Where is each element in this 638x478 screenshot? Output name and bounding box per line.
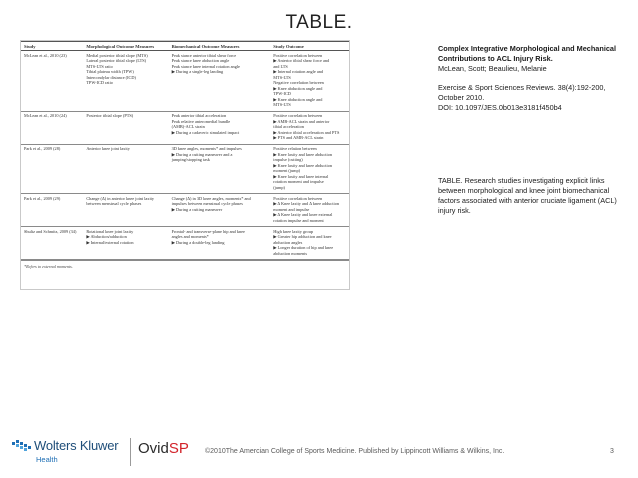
cell-line: ▶ Abduction/adduction [86,234,127,240]
cell-line: impulse (cutting) [273,157,303,163]
cell-line: Positive correlation between [273,52,323,58]
wolters-kluwer-logo [12,438,124,468]
cell-line: jumping/stopping task [171,157,210,163]
cell-line: ▶ During a double-leg landing [171,239,225,245]
cell-line: ▶ PTS and AMB-ACL strain [273,135,324,141]
cell-line: TPW-ICD ratio [86,80,113,86]
cell-line: McLean et al., 2010 (23) [24,52,67,58]
table-cell-bio [169,227,271,260]
table-cell-bio [169,194,271,227]
table-row [21,227,349,260]
cell-line: (AMB)-ACL strain [171,124,205,130]
cell-line: ▶ During a cutting maneuver [171,206,223,212]
table-cell-study [21,194,83,227]
cell-line: ▶ Knee abduction angle and [273,96,323,102]
cell-line: Change (Δ) in 3D knee angles, moments* and [171,195,251,201]
citation-title-line1: Complex Integrative Morphological and Mechanical [438,44,616,53]
cell-line: TPW-ICD [273,91,291,97]
wolters-kluwer-health: Health [36,455,58,464]
slide-footer [0,436,638,470]
table-row [21,111,349,144]
ovid-sp-text: SP [168,440,189,457]
cell-line: Park et al., 2009 (29) [24,195,61,201]
citation-journal-line1: Exercise & Sport Sciences Reviews. 38(4):192-200, [438,83,606,93]
cell-line: Peak relative anteromedial bundle [171,118,231,124]
cell-line: 3D knee angles, moments* and impulses [171,146,242,152]
cell-line: ▶ Knee laxity and knee internal [273,173,329,179]
cell-line: MTS-LTS [273,74,291,80]
cell-line: ▶ Greater hip adduction and knee [273,234,332,240]
table-cell-morph [83,194,168,227]
cell-line: MTS-LTS [273,102,291,108]
table-cell-study [21,144,83,194]
cell-line: moment (jump) [273,168,301,174]
cell-line: Peak stance knee internal rotation angle [171,63,240,69]
cell-line: MTS-LTS ratio [86,63,113,69]
table-cell-bio [169,51,271,112]
cell-line: (jump) [273,184,285,190]
wolters-kluwer-mark-icon [12,440,32,454]
cell-line: rotation moment and impulse [273,179,324,185]
cell-line: ▶ Internal/external rotation [86,239,134,245]
cell-line: Posterior tibial slope (PTS) [86,113,134,119]
cell-line: Peak anterior tibial acceleration [171,113,227,119]
table-cell-study [21,51,83,112]
table-cell-bio [169,144,271,194]
citation-authors: McLean, Scott; Beaulieu, Melanie [438,64,547,74]
cell-line: Park et al., 2009 (28) [24,146,61,152]
table-row [21,194,349,227]
citation-title-line2: Contributions to ACL Injury Risk. [438,54,553,64]
cell-line: ▶ Knee laxity and knee abduction [273,151,333,157]
cell-line: Medial posterior tibial slope (MTS) [86,52,148,58]
wolters-kluwer-name: Wolters Kluwer [34,438,119,453]
cell-line: rotation impulse and moment [273,217,324,223]
table-cell-outcome [270,227,349,260]
cell-line: ▶ Knee abduction angle and [273,85,323,91]
table-cell-morph [83,51,168,112]
table-cell-outcome [270,51,349,112]
table-row [21,51,349,112]
cell-line: impulses between menstrual cycle phases [171,201,243,207]
cell-line: ▶ Internal rotation angle and [273,69,324,75]
cell-line: ▶ Anterior tibial acceleration and PTS [273,129,340,135]
cell-line: and LTS [273,63,288,69]
research-table-image [20,40,350,290]
table-cell-outcome [270,194,349,227]
footer-copyright: ©2010The Amercian College of Sports Medicine. Published by Lippincott Williams & Wilkins, Inc. [205,448,505,455]
cell-line: ▶ AMB-ACL strain and anterior [273,118,330,124]
ovid-text: Ovid [138,440,169,457]
table-row [21,144,349,194]
cell-line: Intercondylar distance (ICD) [86,74,136,80]
header-morphological: Morphological Outcome Measures [83,42,168,51]
table-cell-morph [83,111,168,144]
cell-line: moment and impulse [273,206,310,212]
header-biomechanical: Biomechanical Outcome Measures [169,42,271,51]
cell-line: ▶ During a cutting maneuver and a [171,151,233,157]
citation-doi: DOI: 10.1097/JES.0b013e3181f450b4 [438,103,562,113]
table-description: TABLE. Research studies investigating explicit links between morphological and knee joint biomechanical factors associated with anterior cruciate ligament (ACL) injury risk. [438,176,617,216]
cell-line: Frontal- and transverse-plane hip and knee [171,228,245,234]
ovid-sp-logo [138,440,189,457]
cell-line: Lateral posterior tibial slope (LTS) [86,58,147,64]
table-header-row [21,42,349,51]
cell-line: tibial acceleration [273,124,304,130]
slide-title: TABLE. [285,12,353,33]
cell-line: ▶ Longer duration of hip and knee [273,245,334,251]
cell-line: ▶ Knee laxity and knee abduction [273,162,333,168]
cell-line: ▶ During a single-leg landing [171,69,224,75]
cell-line: between menstrual cycle phases [86,201,142,207]
cell-line: Change (Δ) in anterior knee joint laxity [86,195,154,201]
table-cell-outcome [270,111,349,144]
cell-line: Positive correlation between [273,195,323,201]
cell-line: ▶ During a cadaveric simulated impact [171,129,240,135]
cell-line: abduction angles [273,239,303,245]
cell-line: ▶ Δ Knee laxity and knee external [273,212,333,218]
cell-line: Anterior knee joint laxity [86,146,130,152]
cell-line: Shultz and Schmitz, 2009 (34) [24,228,77,234]
table-cell-study [21,111,83,144]
citation-journal-line2: October 2010. [438,93,485,103]
cell-line: Peak stance knee abduction angle [171,58,230,64]
cell-line: ▶ Δ Knee laxity and Δ knee adduction [273,201,339,207]
logo-divider [130,438,131,466]
table-cell-study [21,227,83,260]
citation-block [438,44,624,113]
cell-line: Peak stance anterior tibial shear force [171,52,237,58]
page-number: 3 [610,448,614,455]
table-cell-bio [169,111,271,144]
table-body [21,51,349,260]
header-study: Study [21,42,83,51]
table-footnote: *Refers to external moments. [21,260,349,272]
cell-line: angles and moments* [171,234,209,240]
table-cell-morph [83,144,168,194]
cell-line: Positive correlation between [273,113,323,119]
table-cell-outcome [270,144,349,194]
cell-line: abduction moments [273,250,308,256]
research-table [21,41,349,260]
cell-line: High knee laxity group [273,228,313,234]
cell-line: ▶ Anterior tibial shear force and [273,58,330,64]
cell-line: Negative correlation between [273,80,324,86]
cell-line: Tibial plateau width (TPW) [86,69,134,75]
header-outcome: Study Outcome [270,42,349,51]
table-cell-morph [83,227,168,260]
cell-line: Rotational knee joint laxity [86,228,134,234]
cell-line: Positive relation between [273,146,317,152]
cell-line: McLean et al., 2010 (24) [24,113,67,119]
